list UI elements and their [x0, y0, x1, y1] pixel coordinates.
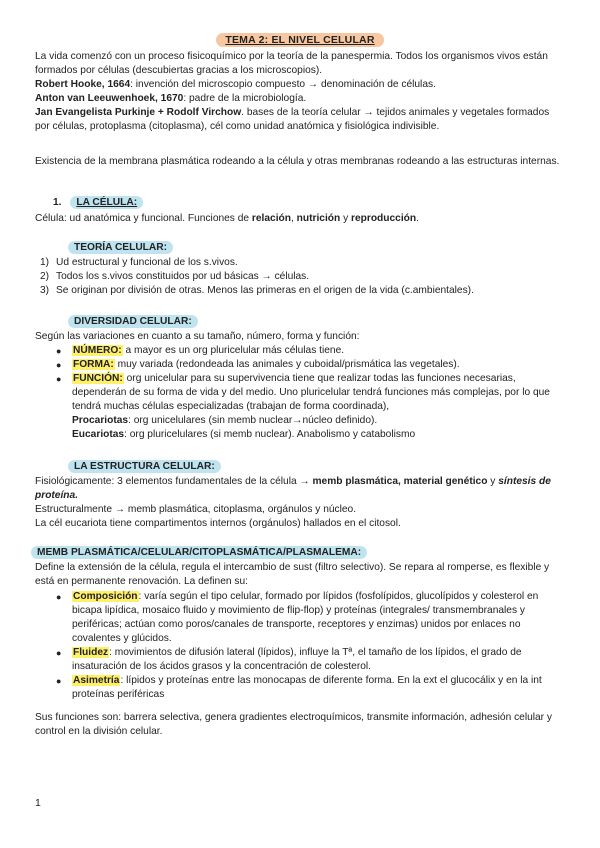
leeuwenhoek-line: Anton van Leeuwenhoek, 1670: padre de la microbiología.	[35, 93, 307, 104]
bullet-icon: ●	[56, 346, 62, 356]
heading-diversidad-celular: DIVERSIDAD CELULAR:	[68, 315, 598, 329]
bullet-icon: ●	[56, 676, 62, 686]
page-title: TEMA 2: EL NIVEL CELULAR	[0, 34, 600, 46]
heading-membrana-plasmatica: MEMB PLASMÁTICA/CELULAR/CITOPLASMÁTICA/PLASMALEMA:	[31, 546, 561, 560]
heading-estructura-celular: LA ESTRUCTURA CELULAR:	[68, 460, 598, 474]
list-item: 1) Ud estructural y funcional de los s.vivos.	[40, 257, 238, 268]
bullet-icon: ●	[56, 360, 62, 370]
list-item: ● NÚMERO: a mayor es un org pluricelular más células tiene.	[56, 345, 345, 356]
membrane-existence-paragraph: Existencia de la membrana plasmática rodeando a la célula y otras membranas rodeando a las estructuras internas.	[35, 156, 560, 167]
eucariotas-line: Eucariotas: org pluricelulares (si memb nuclear). Anabolismo y catabolismo	[72, 429, 416, 440]
page-number: 1	[35, 797, 41, 809]
list-item: ● FUNCIÓN: org unicelular para su supervivencia tiene que realizar todas las funciones necesarias, dependerán de su forma de vida y del medio. Uno pluricelular tendrá funciones más complejas, por lo que tendrá muchas células especializadas (trabajan de forma coordinada),	[56, 373, 550, 412]
section-heading-la-celula: 1. LA CÉLULA:	[53, 196, 583, 210]
hooke-line: Robert Hooke, 1664: invención del microscopio compuesto → denominación de células.	[35, 79, 436, 90]
bullet-icon: ●	[56, 648, 62, 658]
diversidad-list	[56, 344, 567, 442]
bullet-icon: ●	[56, 374, 62, 384]
estructura-paragraph: Fisiológicamente: 3 elementos fundamentales de la célula → memb plasmática, material genético y síntesis de proteína. Estructuralmente → memb plasmática, citoplasma, orgánulos y núcleo. La cél eucariota tiene compartimentos internos (orgánulos) hallados en el citosol.	[35, 476, 551, 529]
list-item: 2) Todos los s.vivos constituidos por ud básicas → células.	[40, 271, 310, 282]
membrana-list	[56, 590, 562, 702]
teoria-list	[40, 256, 566, 298]
membrana-intro: Define la extensión de la célula, regula el intercambio de sust (filtro selectivo). Se repara al romperse, es flexible y está en permanente renovación. La definen su:	[35, 562, 550, 587]
purkinje-line: Jan Evangelista Purkinje + Rodolf Virchow. bases de la teoría celular → tejidos animales y vegetales formados por células, protoplasma (citoplasma), cél como unidad anatómica y fisiológica indivisible.	[35, 107, 550, 132]
list-item: ● Composición: varía según el tipo celular, formado por lípidos (fosfolípidos, glucolípidos y colesterol en bicapa lipídica, mosaico fluido y movimiento de flip-flop) y proteínas (integrales/ transmembranales y periféricas; actúan como poros/canales de transporte, receptores y enzimas) unidos por enlaces no covalentes y glúcidos.	[56, 591, 539, 644]
intro-paragraph: La vida comenzó con un proceso fisicoquímico por la teoría de la panespermia. Todos los organismos vivos están formados por células (descubiertas gracias a los microscopios). Robert Hooke, 1664: invención del microscopio compuesto → denominación de células. Anton van Leeuwenhoek, 1670: padre de la microbiología. Jan Evangelista Purkinje + Rodolf Virchow. bases de la teoría celular → tejidos animales y vegetales formados por células, protoplasma (citoplasma), cél como unidad anatómica y fisiológica indivisible.	[35, 50, 565, 134]
heading-teoria-celular: TEORÍA CELULAR:	[68, 241, 598, 255]
list-item: ● Fluidez: movimientos de difusión lateral (lípidos), influye la Tª, el tamaño de los lípidos, el grado de insaturación de los ácidos grasos y la concentración de colesterol.	[56, 647, 522, 672]
procariotas-line: Procariotas: org unicelulares (sin memb nuclear→núcleo definido).	[72, 415, 378, 426]
celula-definition: Célula: ud anatómica y funcional. Funciones de relación, nutrición y reproducción.	[35, 213, 419, 224]
list-item: ● FORMA: muy variada (redondeada las animales y cuboidal/prismática las vegetales).	[56, 359, 460, 370]
diversidad-intro: Según las variaciones en cuanto a su tamaño, número, forma y función:	[35, 331, 360, 342]
list-item: 3) Se originan por división de otras. Menos las primeras en el origen de la vida (c.ambientales).	[40, 285, 474, 296]
bullet-icon: ●	[56, 592, 62, 602]
membrana-funciones: Sus funciones son: barrera selectiva, genera gradientes electroquímicos, transmite información, adhesión celular y control en la división celular.	[35, 712, 553, 737]
list-item: ● Asimetría: lípidos y proteínas entre las monocapas de diferente forma. En la ext el glucocálix y en la int proteínas periféricas	[56, 675, 542, 700]
